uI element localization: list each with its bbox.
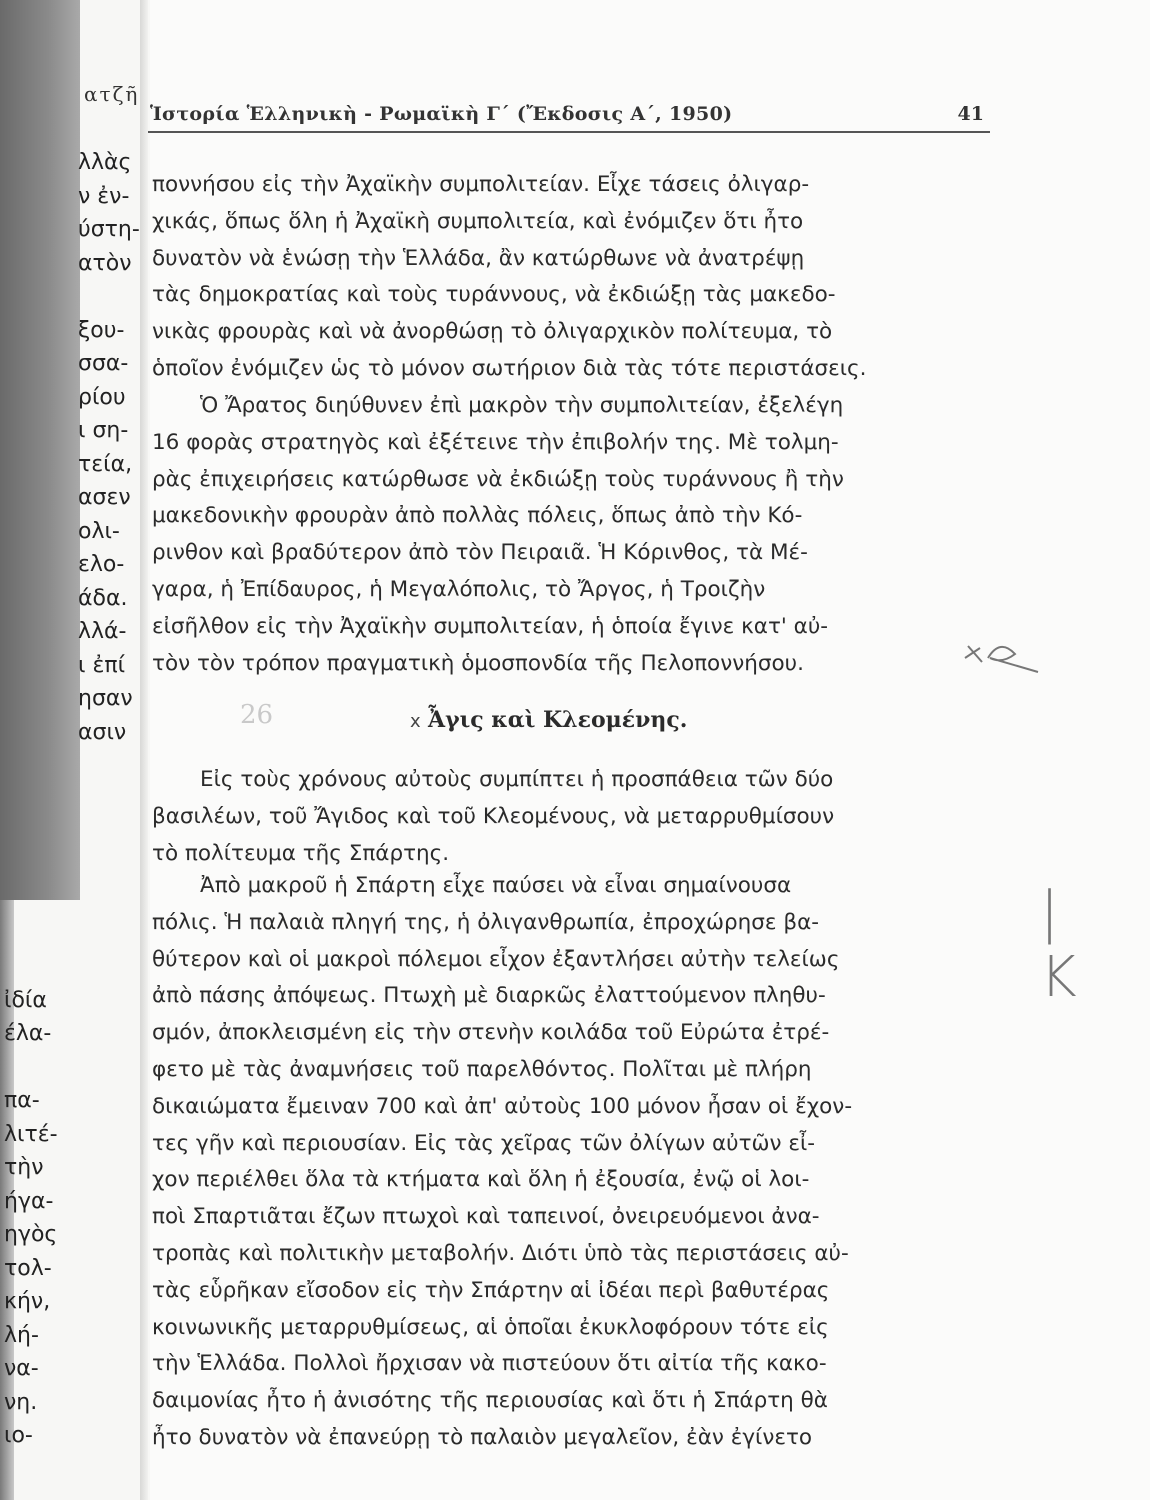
- text-line: ρινθον καὶ βραδύτερον ἀπὸ τὸν Πειραιᾶ. Ἡ Κόρινθος, τὰ Μέ-: [152, 540, 808, 566]
- text-line: σμόν, ἀποκλεισμένη εἰς τὴν στενὴν κοιλάδα τοῦ Εὐρώτα ἐτρέ-: [152, 1020, 830, 1046]
- text-line: βασιλέων, τοῦ Ἄγιδος καὶ τοῦ Κλεομένους, νὰ μεταρρυθμίσουν: [152, 803, 835, 829]
- facing-page-line: ύστη-: [78, 217, 140, 242]
- facing-page-line: ολι-: [78, 518, 120, 544]
- text-line: Εἰς τοὺς χρόνους αὐτοὺς συμπίπτει ἡ προσπάθεια τῶν δύο: [200, 767, 834, 792]
- heading-mark-annotation: x: [410, 711, 421, 732]
- text-line: τὰς δημοκρατίας καὶ τοὺς τυράννους, νὰ ἐκδιώξῃ τὰς μακεδο-: [152, 282, 836, 308]
- running-header: [148, 101, 990, 133]
- facing-page-line: ήγα-: [4, 1188, 54, 1214]
- text-line: τὴν Ἑλλάδα. Πολλοὶ ἤρχισαν νὰ πιστεύουν ὅτι αἰτία τῆς κακο-: [152, 1351, 827, 1377]
- facing-page-line: τολ-: [4, 1255, 52, 1281]
- margin-annotation: | K: [1040, 880, 1095, 1010]
- text-line: Ἀπὸ μακροῦ ἡ Σπάρτη εἶχε παύσει νὰ εἶναι σημαίνουσα: [200, 873, 792, 898]
- facing-page-line: λλά-: [78, 619, 127, 644]
- facing-page-line: τὴν: [4, 1155, 44, 1180]
- text-line: θύτερον καὶ οἱ μακροὶ πόλεμοι εἶχον ἐξαντλήσει αὐτὴν τελείως: [152, 946, 840, 972]
- facing-page-line: ι ἐπί: [78, 652, 126, 678]
- facing-page-line: ησαν: [78, 686, 133, 711]
- text-line: τὸ πολίτευμα τῆς Σπάρτης.: [152, 840, 450, 866]
- text-line: 16 φορὰς στρατηγὸς καὶ ἐξέτεινε τὴν ἐπιβολήν της. Μὲ τολμη-: [152, 429, 839, 455]
- text-line: ὁποῖον ἐνόμιζεν ὡς τὸ μόνον σωτήριον διὰ τὰς τότε περιστάσεις.: [152, 356, 867, 381]
- text-line: εἰσῆλθον εἰς τὴν Ἀχαϊκὴν συμπολιτείαν, ἡ ὁποία ἔγινε κατ' αὐ-: [152, 613, 829, 639]
- facing-page-line: να-: [4, 1356, 39, 1381]
- text-line: ποὶ Σπαρτιᾶται ἔζων πτωχοὶ καὶ ταπεινοί, ὀνειρευόμενοι ἀνα-: [152, 1204, 820, 1230]
- facing-page-line: ατὸν: [78, 250, 132, 276]
- text-line: ἦτο δυνατὸν νὰ ἐπανεύρῃ τὸ παλαιὸν μεγαλεῖον, ἐὰν ἐγίνετο: [152, 1425, 813, 1450]
- page-shadow: [0, 0, 80, 900]
- text-line: τες γῆν καὶ περιουσίαν. Εἰς τὰς χεῖρας τῶν ὀλίγων αὐτῶν εἶ-: [152, 1130, 816, 1156]
- pencil-scribble-mark: [960, 628, 1050, 678]
- text-line: ρὰς ἐπιχειρήσεις κατώρθωσε νὰ ἐκδιώξῃ τοὺς τυράννους ἢ τὴν: [152, 466, 844, 492]
- facing-page-line: κήν,: [4, 1289, 51, 1314]
- text-line: χικάς, ὅπως ὅλη ἡ Ἀχαϊκὴ συμπολιτεία, καὶ ἐνόμιζεν ὅτι ἦτο: [152, 208, 804, 234]
- facing-page-line: ι ση-: [78, 418, 129, 443]
- text-line: τὸν τὸν τρόπον πραγματικὴ ὁμοσπονδία τῆς Πελοποννήσου.: [152, 650, 804, 676]
- facing-page-line: ἰδία: [4, 987, 47, 1013]
- text-line: χον περιέλθει ὅλα τὰ κτήματα καὶ ὅλη ἡ ἐξουσία, ἐνῷ οἱ λοι-: [152, 1167, 810, 1193]
- facing-page-line: λιτέ-: [4, 1121, 58, 1147]
- header-title: Ἱστορία Ἑλληνικὴ - Ρωμαϊκὴ Γ΄ (Ἔκδοσις Α΄, 1950): [150, 103, 733, 125]
- facing-page-header: ατζῆ: [84, 82, 140, 106]
- facing-page-strip: [0, 0, 150, 1500]
- facing-page-line: λλὰς: [78, 150, 132, 175]
- section-heading: Ἆγις καὶ Κλεομένης.: [428, 707, 688, 733]
- text-line: ἀπὸ πάσης ἀπόψεως. Πτωχὴ μὲ διαρκῶς ἐλαττούμενον πληθυ-: [152, 983, 826, 1009]
- page-number: 41: [957, 103, 984, 125]
- facing-page-line: ασεν: [78, 485, 131, 510]
- facing-page-line: νη.: [4, 1389, 38, 1415]
- text-line: δικαιώματα ἔμειναν 700 καὶ ἀπ' αὐτοὺς 100 μόνον ἦσαν οἱ ἔχον-: [152, 1093, 853, 1119]
- text-line: δαιμονίας ἦτο ἡ ἀνισότης τῆς περιουσίας καὶ ὅτι ἡ Σπάρτη θὰ: [152, 1388, 828, 1414]
- facing-page-line: σσα-: [78, 351, 129, 376]
- margin-number-annotation: 26: [240, 700, 274, 730]
- facing-page-line: πα-: [4, 1088, 40, 1113]
- text-line: μακεδονικὴν φρουρὰν ἀπὸ πολλὰς πόλεις, ὅπως ἀπὸ τὴν Κό-: [152, 503, 803, 529]
- facing-page-line: τεία,: [78, 451, 133, 477]
- facing-page-line: ασιν: [78, 719, 127, 745]
- text-line: ποννήσου εἰς τὴν Ἀχαϊκὴν συμπολιτείαν. Εἶχε τάσεις ὀλιγαρ-: [152, 172, 810, 197]
- facing-page-line: ιο-: [4, 1423, 33, 1448]
- text-line: κοινωνικῆς μεταρρυθμίσεως, αἱ ὁποῖαι ἐκυκλοφόρουν τότε εἰς: [152, 1314, 829, 1340]
- book-gutter: [140, 0, 148, 1500]
- facing-page-line: έλα-: [4, 1021, 52, 1046]
- text-line: φετο μὲ τὰς ἀναμνήσεις τοῦ παρελθόντος. Πολῖται μὲ πλήρη: [152, 1057, 812, 1082]
- facing-page-line: άδα.: [78, 585, 128, 611]
- facing-page-line: ν ἐν-: [78, 183, 130, 209]
- facing-page-line: ρίου: [78, 384, 126, 410]
- facing-page-line: λή-: [4, 1322, 39, 1348]
- facing-page-line: ηγὸς: [4, 1222, 58, 1247]
- text-line: δυνατὸν νὰ ἑνώσῃ τὴν Ἑλλάδα, ἂν κατώρθωνε νὰ ἀνατρέψῃ: [152, 245, 805, 271]
- text-line: νικὰς φρουρὰς καὶ νὰ ἀνορθώσῃ τὸ ὀλιγαρχικὸν πολίτευμα, τὸ: [152, 319, 833, 345]
- text-line: τροπὰς καὶ πολιτικὴν μεταβολήν. Διότι ὑπὸ τὰς περιστάσεις αὐ-: [152, 1241, 849, 1266]
- text-line: Ὁ Ἄρατος διηύθυνεν ἐπὶ μακρὸν τὴν συμπολιτείαν, ἐξελέγη: [200, 393, 844, 418]
- facing-page-line: ξου-: [78, 317, 125, 343]
- text-line: γαρα, ἡ Ἐπίδαυρος, ἡ Μεγαλόπολις, τὸ Ἄργος, ἡ Τροιζὴν: [152, 577, 766, 602]
- facing-page-line: ελο-: [78, 552, 125, 577]
- text-line: πόλις. Ἡ παλαιὰ πληγή της, ἡ ὀλιγανθρωπία, ἐπροχώρησε βα-: [152, 909, 819, 935]
- text-line: τὰς εὗρῆκαν εἴσοδον εἰς τὴν Σπάρτην αἱ ἰδέαι περὶ βαθυτέρας: [152, 1277, 830, 1303]
